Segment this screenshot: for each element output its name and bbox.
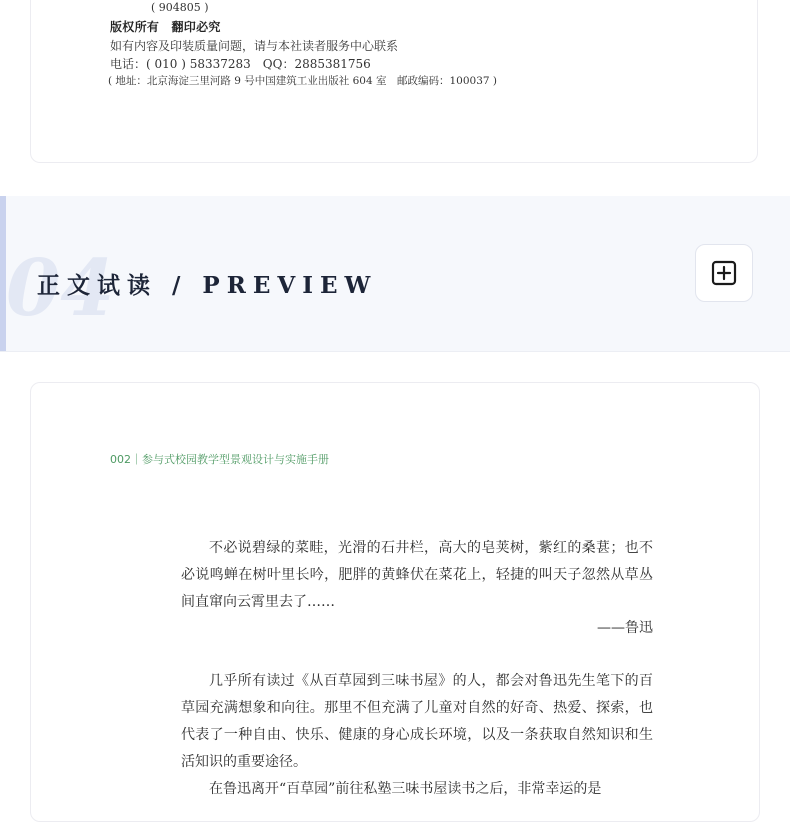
section-title: 正文试读 / PREVIEW <box>37 272 378 299</box>
expand-button[interactable] <box>695 244 753 302</box>
address-line: ( 地址：北京海淀三里河路 9 号中国建筑工业出版社 604 室 邮政编码：100037 ) <box>108 75 498 87</box>
phone-line: 电话：( 010 ) 58337283 QQ：2885381756 <box>110 57 371 71</box>
plus-square-icon <box>711 260 737 286</box>
body-text <box>181 668 653 803</box>
epigraph <box>181 535 653 616</box>
epigraph-text: 不必说碧绿的菜畦，光滑的石井栏，高大的皂荚树，紫红的桑葚；也不必说鸣蝉在树叶里长吟，肥胖的黄蜂伏在菜花上，轻捷的叫天子忽然从草丛间直窜向云霄里去了…… <box>181 540 653 610</box>
body-paragraph: 在鲁迅离开“百草园”前往私塾三味书屋读书之后，非常幸运的是 <box>209 781 602 797</box>
section-number: 04 <box>6 243 115 334</box>
book-code: ( 904805 ) <box>151 1 209 14</box>
rights-reserved: 版权所有 翻印必究 <box>110 20 221 34</box>
epigraph-attribution: ——鲁迅 <box>597 620 653 636</box>
body-paragraph: 几乎所有读过《从百草园到三味书屋》的人，都会对鲁迅先生笔下的百草园充满想象和向往。那里不但充满了儿童对自然的好奇、热爱、探索，也代表了一种自由、快乐、健康的身心成长环境，以及一条获取自然知识和生活知识的重要途径。 <box>181 673 653 770</box>
running-head: 002｜参与式校园教学型景观设计与实施手册 <box>110 453 329 466</box>
contact-line: 如有内容及印装质量问题，请与本社读者服务中心联系 <box>110 39 399 53</box>
